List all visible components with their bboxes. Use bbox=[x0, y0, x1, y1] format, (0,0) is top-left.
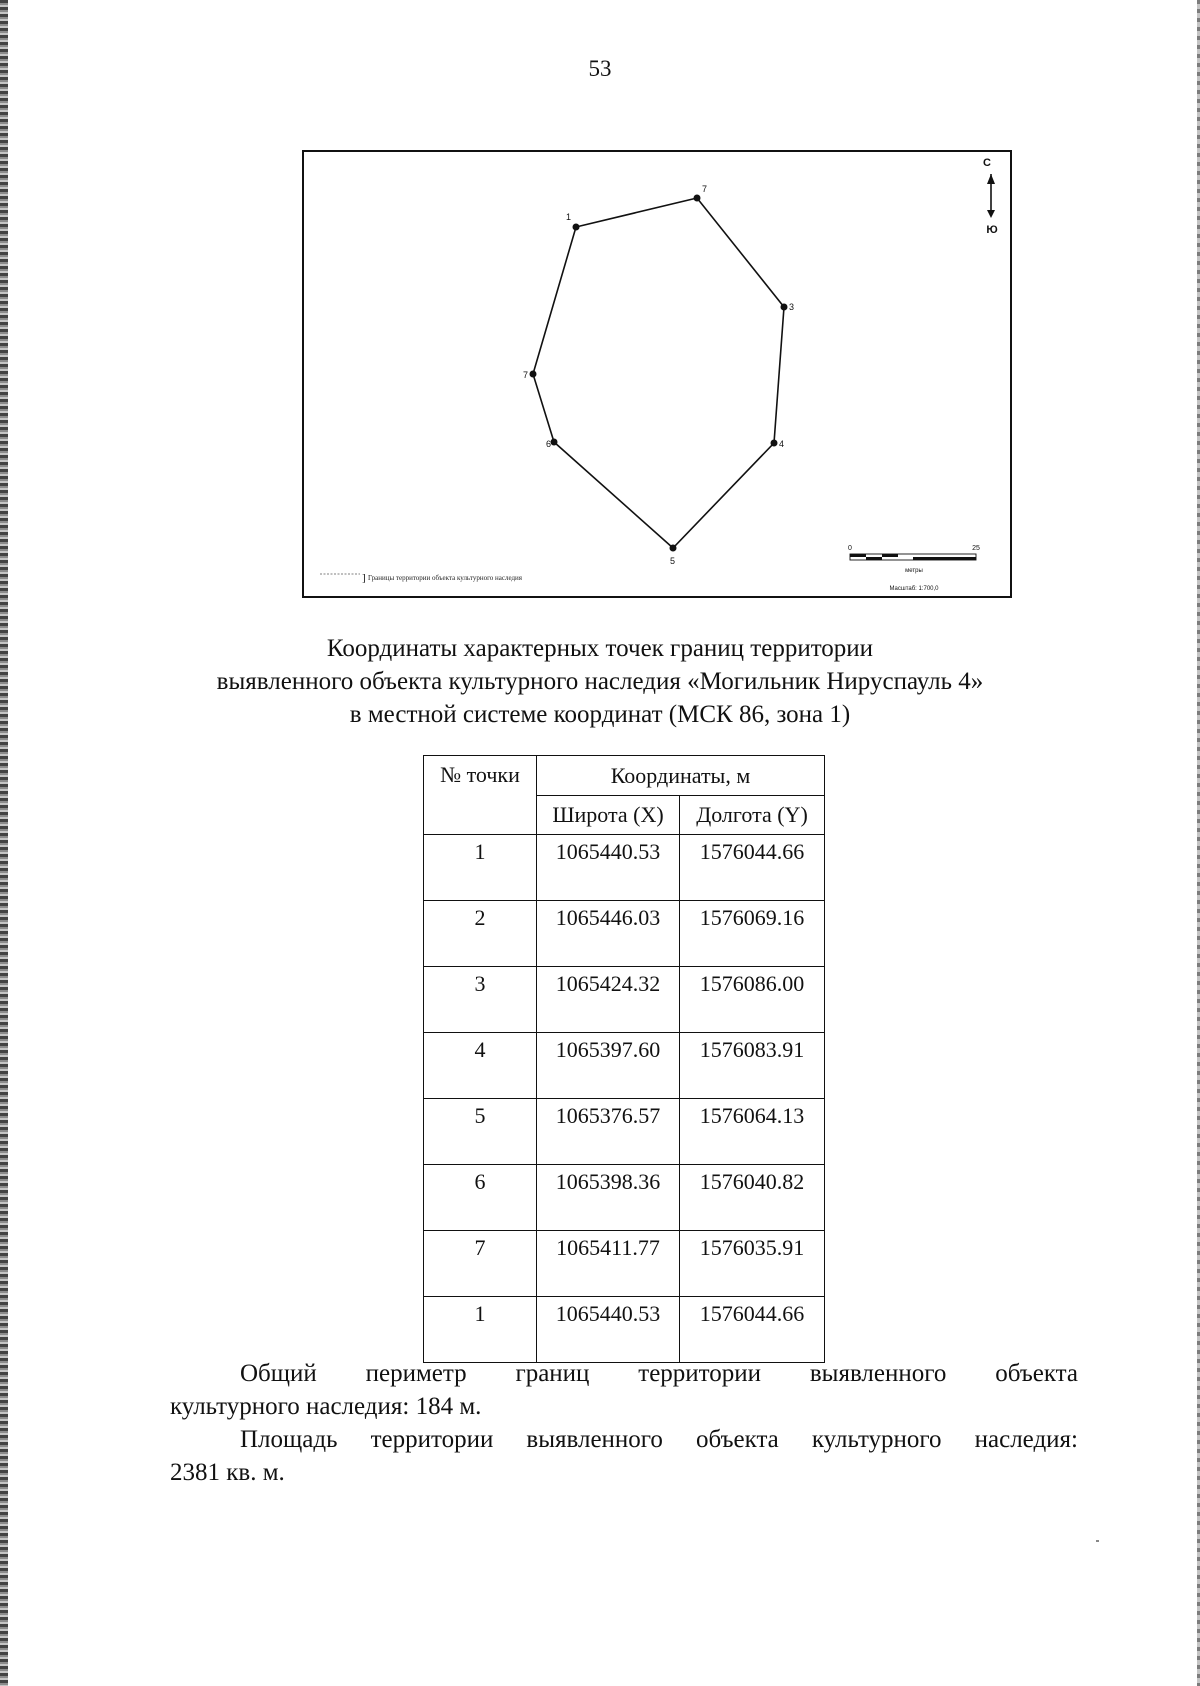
cell-x: 1065440.53 bbox=[537, 835, 680, 901]
cell-point: 1 bbox=[424, 835, 537, 901]
scan-speck bbox=[1096, 1540, 1099, 1542]
cell-y: 1576083.91 bbox=[680, 1033, 825, 1099]
area-line-2: 2381 кв. м. bbox=[170, 1459, 285, 1486]
cell-x: 1065398.36 bbox=[537, 1165, 680, 1231]
vertex-label: 1 bbox=[566, 212, 572, 222]
north-arrow-icon bbox=[983, 157, 998, 236]
table-row bbox=[424, 1231, 825, 1297]
cell-point: 1 bbox=[424, 1297, 537, 1363]
vertex-label: 6 bbox=[546, 439, 552, 449]
perimeter-line-1: Общий периметр границ территории выявленного объекта bbox=[240, 1360, 1078, 1387]
area-line-1: Площадь территории выявленного объекта культурного наследия: bbox=[240, 1426, 1078, 1453]
scan-edge-left bbox=[0, 0, 8, 1686]
vertex-label: 7 bbox=[523, 370, 529, 380]
coordinates-heading bbox=[150, 632, 1050, 731]
summary-text bbox=[170, 1357, 1078, 1489]
scale-bar bbox=[848, 545, 980, 592]
cell-point: 5 bbox=[424, 1099, 537, 1165]
vertex-3 bbox=[781, 304, 788, 311]
vertex-label: 3 bbox=[789, 302, 795, 312]
vertex-2 bbox=[694, 195, 701, 202]
north-label: С bbox=[983, 157, 991, 169]
heading-line-3: в местной системе координат (МСК 86, зона 1) bbox=[349, 701, 851, 728]
header-coordinates: Координаты, м bbox=[537, 756, 825, 796]
table-row bbox=[424, 1099, 825, 1165]
table-row bbox=[424, 901, 825, 967]
heading-line-1: Координаты характерных точек границ территории bbox=[326, 635, 874, 662]
map-svg bbox=[304, 152, 1010, 596]
map-legend bbox=[320, 572, 523, 584]
cell-y: 1576064.13 bbox=[680, 1099, 825, 1165]
perimeter-line-2: культурного наследия: 184 м. bbox=[170, 1393, 482, 1420]
boundary-vertices bbox=[530, 195, 788, 552]
header-latitude-x: Широта (X) bbox=[537, 796, 680, 835]
header-longitude-y: Долгота (Y) bbox=[680, 796, 825, 835]
cell-point: 4 bbox=[424, 1033, 537, 1099]
cell-x: 1065376.57 bbox=[537, 1099, 680, 1165]
cell-x: 1065440.53 bbox=[537, 1297, 680, 1363]
legend-text: Границы территории объекта культурного наследия bbox=[368, 574, 523, 582]
vertex-label: 4 bbox=[779, 439, 785, 449]
cell-y: 1576040.82 bbox=[680, 1165, 825, 1231]
cell-x: 1065446.03 bbox=[537, 901, 680, 967]
cell-y: 1576086.00 bbox=[680, 967, 825, 1033]
south-label: Ю bbox=[986, 224, 998, 236]
vertex-6 bbox=[551, 439, 558, 446]
cell-y: 1576035.91 bbox=[680, 1231, 825, 1297]
vertex-1 bbox=[573, 224, 580, 231]
cell-point: 6 bbox=[424, 1165, 537, 1231]
cell-point: 3 bbox=[424, 967, 537, 1033]
boundary-polygon bbox=[533, 198, 784, 548]
scale-max: 25 bbox=[972, 545, 980, 552]
vertex-5 bbox=[670, 545, 677, 552]
scale-text: Масштаб: 1:700,0 bbox=[889, 586, 939, 592]
table-row bbox=[424, 1033, 825, 1099]
table-row bbox=[424, 1297, 825, 1363]
page-number: 53 bbox=[588, 56, 612, 81]
cell-point: 7 bbox=[424, 1231, 537, 1297]
cell-y: 1576069.16 bbox=[680, 901, 825, 967]
vertex-label: 5 bbox=[670, 556, 676, 566]
cell-x: 1065411.77 bbox=[537, 1231, 680, 1297]
cell-y: 1576044.66 bbox=[680, 1297, 825, 1363]
vertex-label: 7 bbox=[702, 184, 708, 194]
heading-line-2: выявленного объекта культурного наследия «Могильник Нируспауль 4» bbox=[216, 668, 984, 695]
vertex-7 bbox=[530, 371, 537, 378]
table-row bbox=[424, 1165, 825, 1231]
legend-bracket: ] bbox=[362, 572, 366, 584]
boundary-map bbox=[302, 150, 1012, 598]
coordinates-table bbox=[423, 755, 825, 1363]
cell-point: 2 bbox=[424, 901, 537, 967]
scale-unit: метры bbox=[905, 568, 923, 574]
cell-y: 1576044.66 bbox=[680, 835, 825, 901]
table-row bbox=[424, 835, 825, 901]
scale-zero: 0 bbox=[848, 545, 852, 552]
cell-x: 1065397.60 bbox=[537, 1033, 680, 1099]
vertex-4 bbox=[771, 440, 778, 447]
cell-x: 1065424.32 bbox=[537, 967, 680, 1033]
table-row bbox=[424, 967, 825, 1033]
header-point-number: № точки bbox=[424, 756, 537, 835]
